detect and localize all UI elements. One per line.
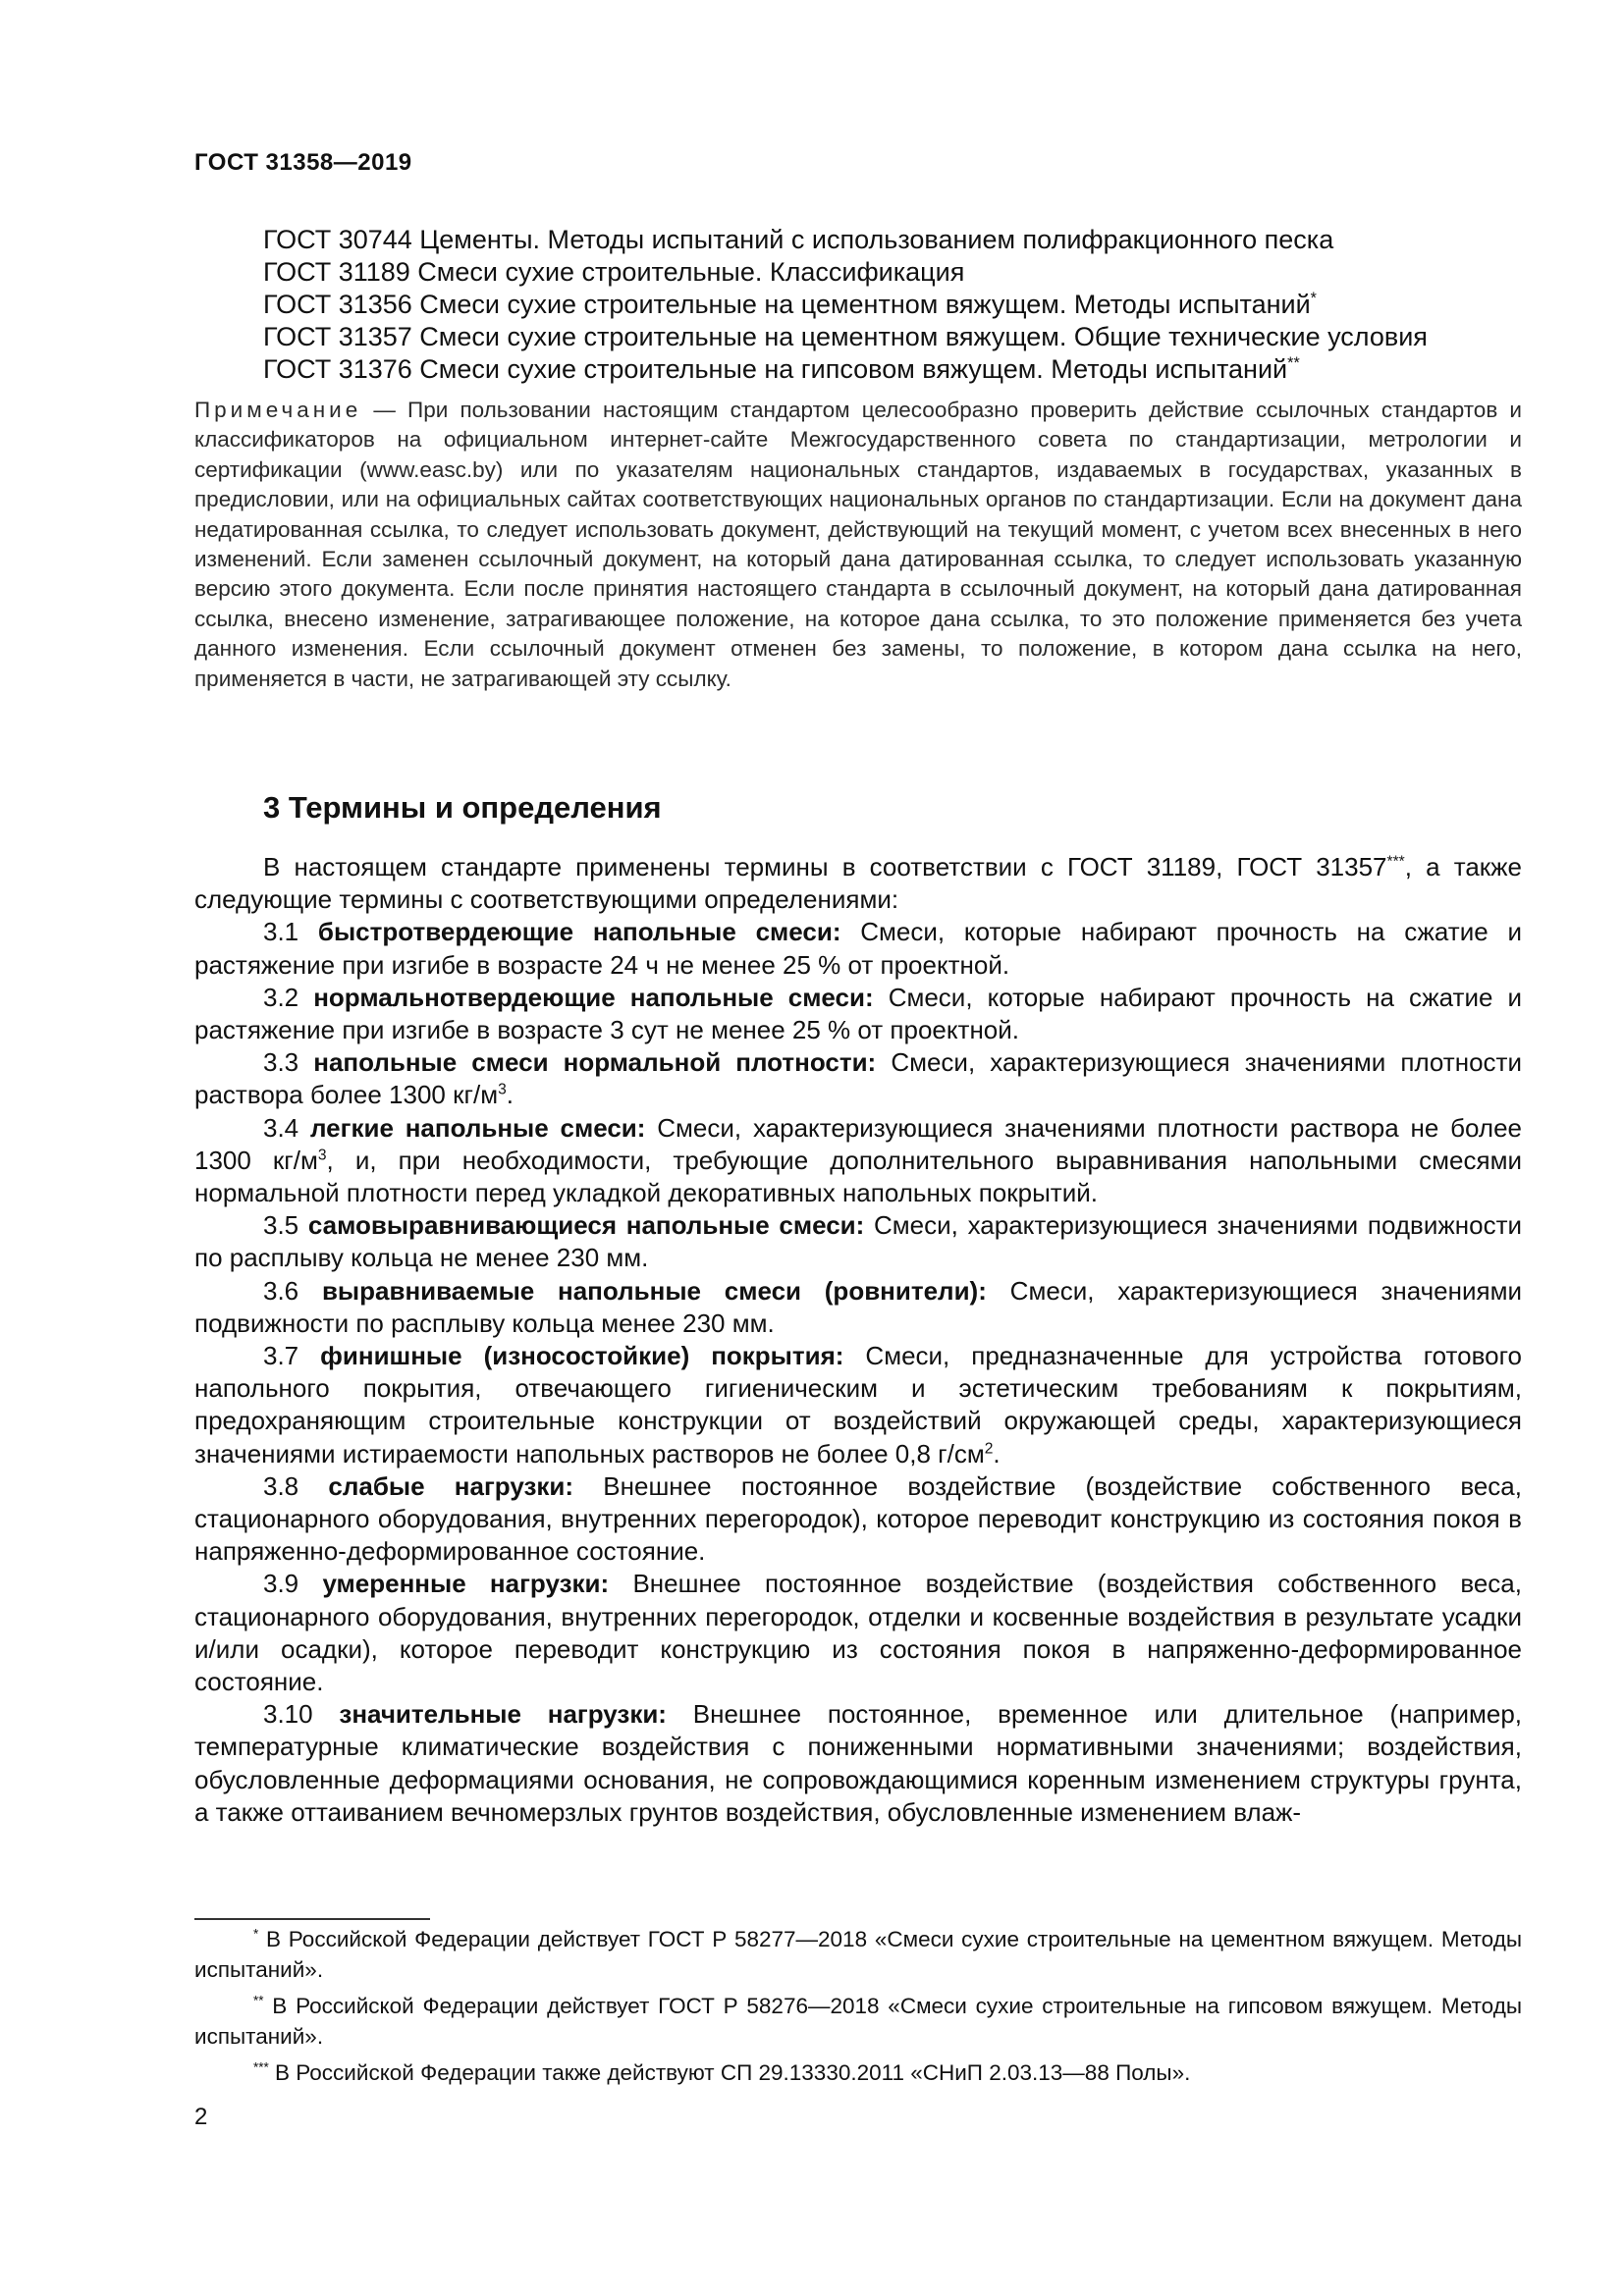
footnote-mark: *** <box>1386 853 1405 871</box>
superscript: 3 <box>498 1081 507 1098</box>
term-definition <box>194 916 1522 981</box>
reference-item <box>263 256 1540 289</box>
term-definition <box>194 1698 1522 1829</box>
term-text: Смеси, которые набирают прочность на сжатие и растяжение при изгибе в возрасте 3 сут не менее 25 % от проектной. <box>194 982 1522 1045</box>
term-text: Внешнее постоянное, временное или длительное (например, температурные климатические воздействия с пониженными нормативными значениями; воздействия, обусловленные деформациями основания, не сопровождающимися коренным изменением структуры грунта, а также оттаиванием вечномерзлых грунтов воздействия, обусловленные изменением влаж- <box>194 1699 1522 1827</box>
note-text: — При пользовании настоящим стандартом целесообразно проверить действие ссылочных стандартов и классификаторов на официальном интернет-сайте Межгосударственного совета по стандартизации, метрологии и сертификации (www.easc.by) или по указателям национальных стандартов, издаваемых в государствах, указанных в предисловии, или на официальных сайтах соответствующих национальных органов по стандартизации. Если на документ дана недатированная ссылка, то следует использовать документ, действующий на текущий момент, с учетом всех внесенных в него изменений. Если заменен ссылочный документ, на который дана датированная ссылка, то следует использовать указанную версию этого документа. Если после принятия настоящего стандарта в ссылочный документ, на который дана датированная ссылка, внесено изменение, затрагивающее положение, на которое дана ссылка, то это положение применяется без учета данного изменения. Если ссылочный документ отменен без замены, то положение, в котором дана ссылка на него, применяется в части, не затрагивающей эту ссылку. <box>194 398 1522 691</box>
term-name: нормальнотвердеющие напольные смеси: <box>313 982 874 1012</box>
footnotes <box>194 1924 1522 2094</box>
term-name: финишные (износостойкие) покрытия: <box>320 1341 844 1371</box>
term-number: 3.1 <box>263 917 299 947</box>
term-definition <box>194 1568 1522 1698</box>
reference-text: ГОСТ 31189 Смеси сухие строительные. Классификация <box>263 257 965 287</box>
footnote <box>194 1924 1522 1985</box>
superscript: 2 <box>984 1440 994 1457</box>
terms-section-body <box>194 851 1522 1829</box>
term-text: Смеси, которые набирают прочность на сжатие и растяжение при изгибе в возрасте 24 ч не менее 25 % от проектной. <box>194 917 1522 980</box>
term-text: Внешнее постоянное воздействие (воздействия собственного веса, стационарного оборудования, внутренних перегородок, отделки и косвенные воздействия в результате усадки и/или осадки), которое переводит конструкцию из состояния покоя в напряженно-деформированное состояние. <box>194 1569 1522 1697</box>
term-text-tail: , и, при необходимости, требующие дополнительного выравнивания напольными смесями нормальной плотности перед укладкой декоративных напольных покрытий. <box>194 1145 1522 1208</box>
section-intro <box>194 851 1522 916</box>
term-definition <box>194 1209 1522 1274</box>
reference-item <box>263 289 1540 321</box>
reference-text: ГОСТ 31376 Смеси сухие строительные на гипсовом вяжущем. Методы испытаний <box>263 354 1288 384</box>
term-number: 3.3 <box>263 1047 299 1078</box>
intro-text: В настоящем стандарте применены термины в соответствии с ГОСТ 31189, ГОСТ 31357 <box>263 852 1387 881</box>
note-label: Примечание <box>194 398 362 422</box>
term-number: 3.4 <box>263 1112 299 1143</box>
term-number: 3.10 <box>263 1699 313 1730</box>
footnote-mark: ** <box>253 1993 264 2008</box>
term-number: 3.5 <box>263 1210 299 1241</box>
term-text: Смеси, характеризующиеся значениями подвижности по расплыву кольца менее 230 мм. <box>194 1275 1522 1338</box>
term-number: 3.9 <box>263 1569 299 1599</box>
term-definition <box>194 1112 1522 1210</box>
term-definition <box>194 1275 1522 1340</box>
superscript: 3 <box>317 1147 327 1164</box>
note-paragraph <box>194 396 1522 694</box>
footnote-text: В Российской Федерации действует ГОСТ Р 58277—2018 «Смеси сухие строительные на цементном вяжущем. Методы испытаний». <box>194 1927 1522 1982</box>
reference-item <box>263 353 1540 386</box>
reference-item <box>263 224 1540 256</box>
reference-list <box>263 224 1540 386</box>
footnote-mark: * <box>1310 290 1317 307</box>
term-name: умеренные нагрузки: <box>322 1569 610 1599</box>
term-name: напольные смеси нормальной плотности: <box>313 1047 877 1078</box>
reference-text: ГОСТ 30744 Цементы. Методы испытаний с использованием полифракционного песка <box>263 225 1334 254</box>
term-name: самовыравнивающиеся напольные смеси: <box>307 1210 865 1241</box>
footnote-text: В Российской Федерации действует ГОСТ Р 58276—2018 «Смеси сухие строительные на гипсовом вяжущем. Методы испытаний». <box>194 1994 1522 2049</box>
term-text: Внешнее постоянное воздействие (воздействие собственного веса, стационарного оборудования, внутренних перегородок), которое переводит конструкцию из состояния покоя в напряженно-деформированное состояние. <box>194 1470 1522 1567</box>
term-name: легкие напольные смеси: <box>309 1112 646 1143</box>
term-name: значительные нагрузки: <box>339 1699 667 1730</box>
footnote-text: В Российской Федерации также действуют СП 29.13330.2011 «СНиП 2.03.13—88 Полы». <box>268 2060 1191 2085</box>
page-number: 2 <box>194 2104 208 2130</box>
footnote <box>194 1991 1522 2052</box>
section-heading: 3 Термины и определения <box>263 790 662 825</box>
term-name: быстротвердеющие напольные смеси: <box>317 917 841 947</box>
term-text: Смеси, характеризующиеся значениями плотности раствора не более 1300 кг/м <box>194 1112 1522 1175</box>
term-text: Смеси, характеризующиеся значениями подвижности по расплыву кольца не менее 230 мм. <box>194 1210 1522 1273</box>
term-definition <box>194 1340 1522 1470</box>
footnote-mark: * <box>253 1926 259 1942</box>
term-definition <box>194 1470 1522 1569</box>
term-name: слабые нагрузки: <box>328 1470 574 1501</box>
term-definition <box>194 982 1522 1046</box>
term-text: Смеси, предназначенные для устройства готового напольного покрытия, отвечающего гигиеническим и эстетическим требованиям к покрытиям, предохраняющим строительные конструкции от воздействий окружающей среды, характеризующиеся значениями истираемости напольных растворов не более 0,8 г/см <box>194 1341 1522 1468</box>
term-text: Смеси, характеризующиеся значениями плотности раствора более 1300 кг/м <box>194 1047 1522 1110</box>
reference-text: ГОСТ 31356 Смеси сухие строительные на цементном вяжущем. Методы испытаний <box>263 290 1311 319</box>
term-number: 3.7 <box>263 1341 299 1371</box>
document-header: ГОСТ 31358—2019 <box>194 149 412 176</box>
footnote-mark: *** <box>253 2059 269 2075</box>
term-definition <box>194 1046 1522 1111</box>
footnote-mark: ** <box>1287 354 1300 372</box>
term-text-tail: . <box>993 1438 1001 1468</box>
term-name: выравниваемые напольные смеси (ровнители): <box>321 1275 987 1306</box>
footnote-divider <box>194 1918 430 1920</box>
reference-item <box>263 321 1540 353</box>
term-number: 3.6 <box>263 1275 299 1306</box>
term-number: 3.2 <box>263 982 299 1012</box>
intro-text: , а также следующие термины с соответствующими определениями: <box>194 852 1523 915</box>
term-number: 3.8 <box>263 1470 299 1501</box>
footnote <box>194 2057 1522 2088</box>
reference-text: ГОСТ 31357 Смеси сухие строительные на цементном вяжущем. Общие технические условия <box>263 322 1428 351</box>
term-text-tail: . <box>506 1080 514 1110</box>
